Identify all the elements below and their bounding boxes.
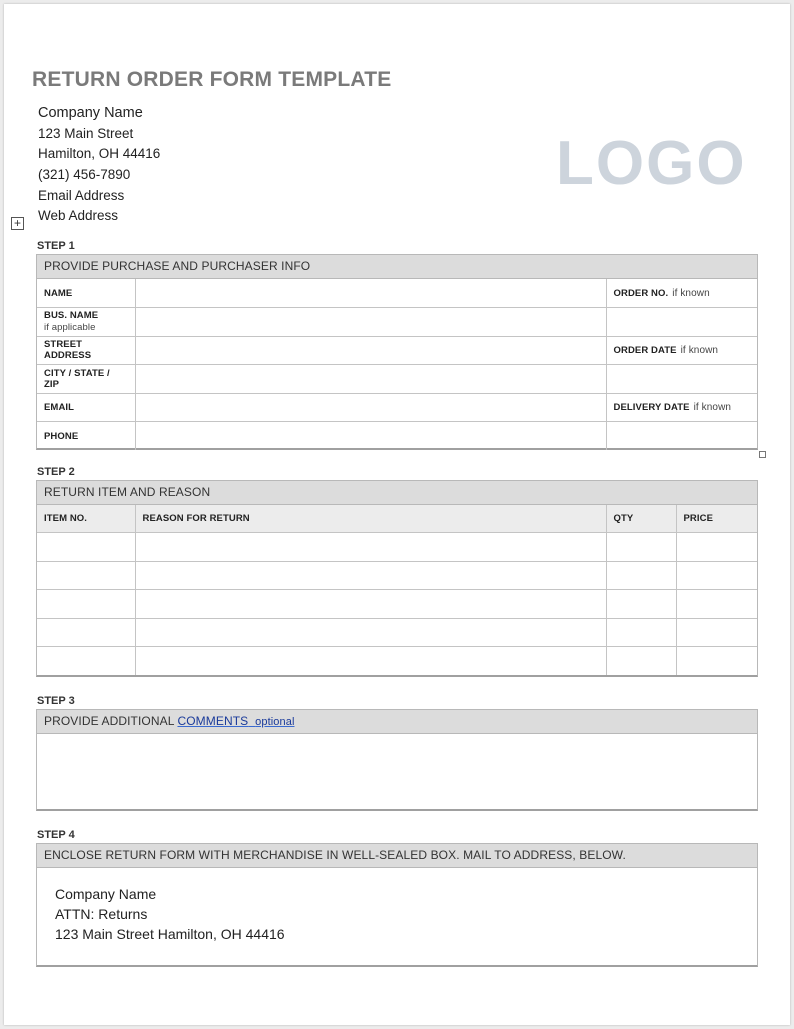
price-cell[interactable] (676, 618, 757, 647)
purchaser-row (37, 336, 757, 365)
company-email: Email Address (38, 187, 125, 203)
return-item-row (37, 561, 757, 590)
purchaser-field-input[interactable] (135, 365, 606, 394)
return-items-table (36, 480, 758, 677)
col-qty: QTY (606, 505, 676, 533)
purchaser-field-label (37, 365, 135, 394)
purchaser-field-input[interactable] (135, 279, 606, 308)
return-items-header: RETURN ITEM AND REASON (37, 481, 757, 505)
order-field-hint: if known (693, 401, 732, 413)
purchaser-field-label (37, 336, 135, 365)
price-cell[interactable] (676, 590, 757, 619)
document-page (4, 4, 790, 1025)
order-field-hint: if known (672, 287, 710, 299)
item-no-cell[interactable] (37, 618, 135, 647)
purchaser-info-table (36, 254, 758, 450)
field-label-text: BUS. NAME (44, 310, 99, 322)
company-phone: (321) 456-7890 (38, 167, 131, 183)
purchaser-field-input[interactable] (135, 422, 606, 451)
field-sublabel: if applicable (44, 322, 96, 334)
purchaser-row (37, 279, 757, 308)
purchaser-field-label (37, 308, 135, 337)
price-cell[interactable] (676, 647, 757, 676)
comments-optional: optional (255, 716, 295, 728)
step2-label: STEP 2 (37, 466, 75, 478)
order-field[interactable] (606, 422, 757, 451)
return-item-row (37, 618, 757, 647)
qty-cell[interactable] (606, 561, 676, 590)
return-item-row (37, 647, 757, 676)
qty-cell[interactable] (606, 533, 676, 562)
purchaser-row (37, 422, 757, 451)
comments-box (36, 709, 758, 811)
reason-cell[interactable] (135, 647, 606, 676)
col-reason: REASON FOR RETURN (135, 505, 606, 533)
purchaser-field-label (37, 279, 135, 308)
logo-placeholder: LOGO (556, 129, 747, 198)
purchaser-field-input[interactable] (135, 336, 606, 365)
col-price: PRICE (676, 505, 757, 533)
table-resize-handle[interactable] (759, 451, 766, 458)
return-item-row (37, 590, 757, 619)
mailing-header: ENCLOSE RETURN FORM WITH MERCHANDISE IN WELL-SEALED BOX. MAIL TO ADDRESS, BELOW. (37, 844, 757, 868)
item-no-cell[interactable] (37, 533, 135, 562)
order-field-label: ORDER DATE (613, 344, 677, 356)
comments-header (37, 710, 757, 734)
order-field (606, 279, 757, 308)
mail-street: 123 Main Street Hamilton, OH 44416 (55, 926, 285, 942)
price-cell[interactable] (676, 533, 757, 562)
mail-company: Company Name (55, 886, 157, 902)
step4-label: STEP 4 (37, 829, 75, 841)
qty-cell[interactable] (606, 647, 676, 676)
item-no-cell[interactable] (37, 590, 135, 619)
comments-header-comments (177, 714, 294, 728)
order-field[interactable] (606, 365, 757, 394)
table-move-handle-icon[interactable]: + (11, 217, 24, 230)
comments-field[interactable] (37, 734, 757, 810)
comments-word: COMMENTS (177, 714, 249, 728)
company-city: Hamilton, OH 44416 (38, 146, 161, 162)
form-title: RETURN ORDER FORM TEMPLATE (32, 68, 392, 91)
company-street: 123 Main Street (38, 125, 134, 141)
item-no-cell[interactable] (37, 561, 135, 590)
reason-cell[interactable] (135, 561, 606, 590)
purchaser-row (37, 308, 757, 337)
company-web: Web Address (38, 208, 119, 224)
order-field-label: DELIVERY DATE (613, 401, 690, 413)
return-item-row (37, 533, 757, 562)
purchaser-info-header: PROVIDE PURCHASE AND PURCHASER INFO (37, 255, 757, 279)
purchaser-row (37, 393, 757, 422)
comments-header-prefix: PROVIDE ADDITIONAL (44, 714, 178, 728)
step3-label: STEP 3 (37, 695, 75, 707)
company-name: Company Name (38, 105, 143, 121)
company-info (38, 103, 160, 227)
qty-cell[interactable] (606, 590, 676, 619)
order-field-label: ORDER NO. (613, 287, 669, 299)
purchaser-field-label (37, 422, 135, 451)
step1-label: STEP 1 (37, 240, 75, 252)
mailing-address (37, 868, 757, 944)
field-label-text: EMAIL (44, 401, 75, 413)
price-cell[interactable] (676, 561, 757, 590)
purchaser-field-input[interactable] (135, 308, 606, 337)
purchaser-row (37, 365, 757, 394)
order-field[interactable] (606, 308, 757, 337)
mailing-box (36, 843, 758, 967)
qty-cell[interactable] (606, 618, 676, 647)
item-no-cell[interactable] (37, 647, 135, 676)
col-item-no: ITEM NO. (37, 505, 135, 533)
reason-cell[interactable] (135, 618, 606, 647)
purchaser-field-input[interactable] (135, 393, 606, 422)
order-field (606, 393, 757, 422)
order-field-hint: if known (680, 344, 719, 356)
field-label-text: PHONE (44, 430, 79, 442)
field-label-text: CITY / STATE / ZIP (44, 367, 110, 390)
order-field (606, 336, 757, 365)
reason-cell[interactable] (135, 533, 606, 562)
field-label-text: STREET ADDRESS (44, 339, 92, 362)
reason-cell[interactable] (135, 590, 606, 619)
field-label-text: NAME (44, 287, 73, 299)
purchaser-field-label (37, 393, 135, 422)
mail-attn: ATTN: Returns (55, 906, 148, 922)
